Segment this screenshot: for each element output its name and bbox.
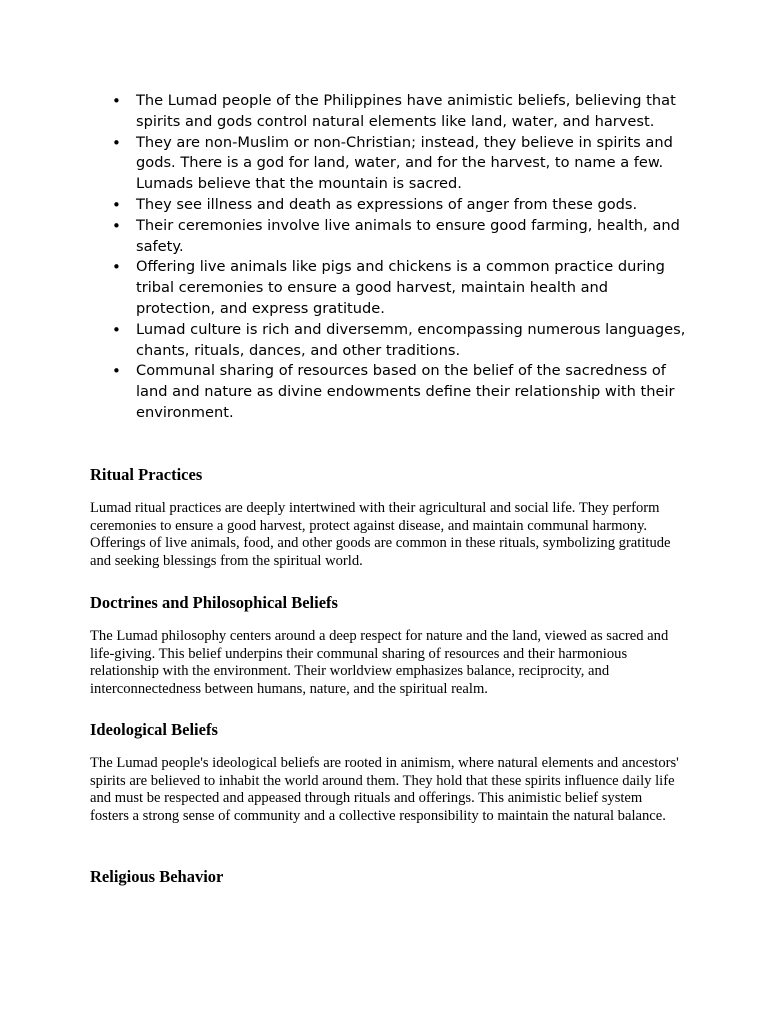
bullet-dot-icon: •: [112, 362, 121, 381]
bullet-item: [90, 195, 690, 216]
bullet-text: Communal sharing of resources based on the belief of the sacredness of land and nature as divine endowments define their relationship with their environment.: [136, 362, 675, 421]
section-heading: Religious Behavior: [90, 867, 224, 886]
bullet-dot-icon: •: [112, 320, 121, 339]
bullet-item: [90, 91, 690, 133]
bullet-text: Lumad culture is rich and diversemm, encompassing numerous languages, chants, rituals, dances, and other traditions.: [136, 320, 686, 359]
bullet-dot-icon: •: [112, 258, 121, 277]
section-heading: Ritual Practices: [90, 465, 203, 484]
section-body: Lumad ritual practices are deeply intertwined with their agricultural and social life. They perform ceremonies to ensure a good harvest, protect against disease, and maintain communal harmony. Offerings of live animals, food, and other goods are common in these rituals, symbolizing gratitude and seeking blessings from the spiritual world.: [90, 500, 671, 569]
section-heading: Doctrines and Philosophical Beliefs: [90, 593, 338, 612]
bullet-text: Offering live animals like pigs and chickens is a common practice during tribal ceremonies to ensure a good harvest, maintain health and protection, and express gratitude.: [136, 258, 665, 317]
bullet-item: [90, 320, 690, 362]
section-body: The Lumad people's ideological beliefs are rooted in animism, where natural elements and ancestors' spirits are believed to inhabit the world around them. They hold that these spirits influence daily life and must be respected and appeased through rituals and offerings. This animistic belief system fosters a strong sense of community and a collective responsibility to maintain the natural balance.: [90, 755, 679, 824]
bullet-list: [90, 91, 690, 424]
bullet-text: The Lumad people of the Philippines have animistic beliefs, believing that spirits and gods control natural elements like land, water, and harvest.: [136, 92, 676, 130]
bullet-text: They see illness and death as expressions of anger from these gods.: [136, 195, 638, 213]
bullet-item: [90, 257, 690, 319]
bullet-text: Their ceremonies involve live animals to ensure good farming, health, and safety.: [136, 216, 680, 255]
section-religious-behavior: [90, 867, 680, 887]
section-ideological-beliefs: [90, 720, 680, 825]
bullet-dot-icon: •: [112, 92, 121, 110]
bullet-item: [90, 361, 690, 423]
bullet-dot-icon: •: [112, 195, 121, 214]
bullet-item: [90, 216, 690, 258]
section-heading: Ideological Beliefs: [90, 720, 218, 739]
bullet-text: They are non-Muslim or non-Christian; instead, they believe in spirits and gods. There is a god for land, water, and for the harvest, to name a few. Lumads believe that the mountain is sacred.: [136, 133, 673, 193]
bullet-dot-icon: •: [112, 133, 121, 152]
bullet-dot-icon: •: [112, 216, 121, 235]
bullet-item: [90, 133, 690, 195]
section-doctrines-philosophical-beliefs: [90, 593, 680, 698]
section-body: The Lumad philosophy centers around a deep respect for nature and the land, viewed as sacred and life-giving. This belief underpins their communal sharing of resources and their harmonious relationship with the environment. Their worldview emphasizes balance, reciprocity, and interconnectedness between humans, nature, and the spiritual realm.: [90, 628, 669, 697]
section-ritual-practices: [90, 465, 680, 570]
